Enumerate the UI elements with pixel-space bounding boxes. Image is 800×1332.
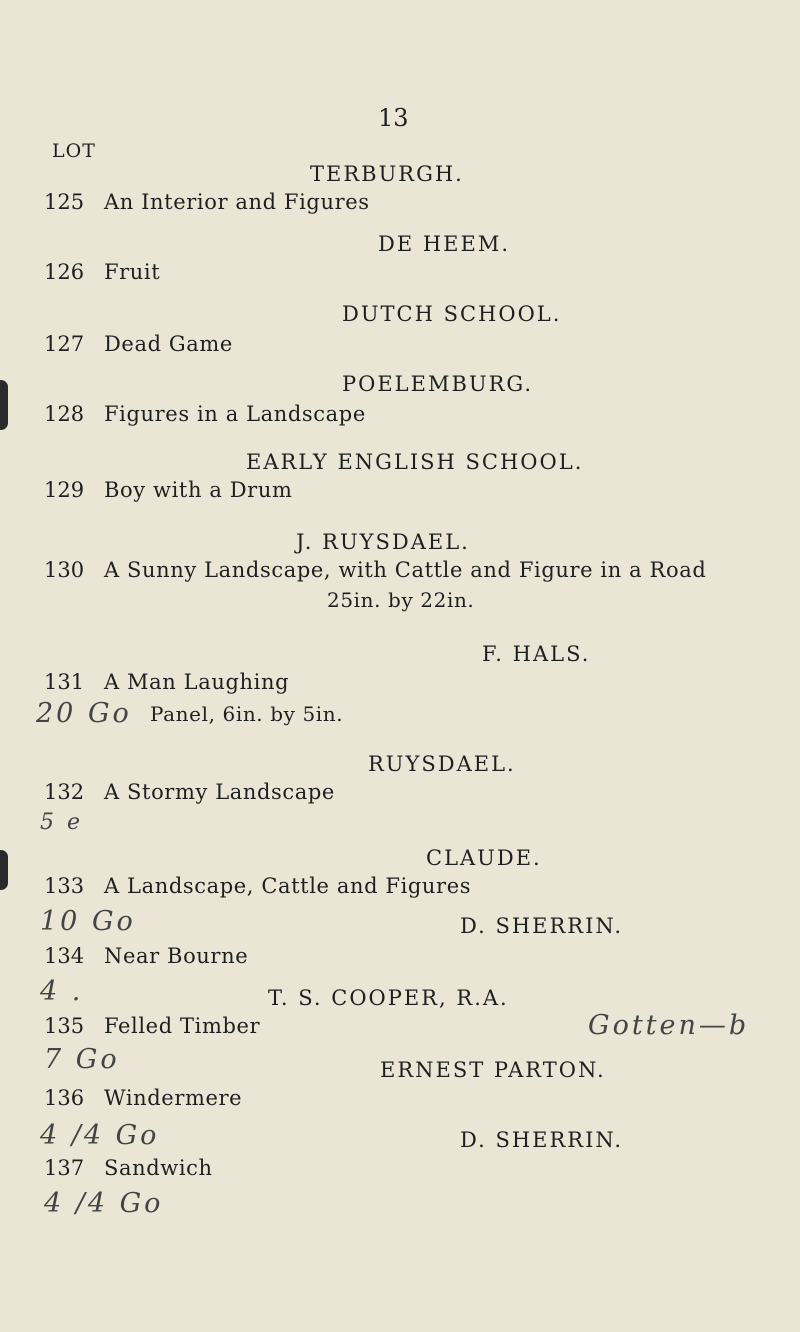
artist-heading: F. HALS.	[482, 642, 591, 666]
lot-row	[44, 190, 370, 214]
artist-heading: J. RUYSDAEL.	[296, 530, 470, 554]
page-number: 13	[378, 104, 409, 132]
lot-title: A Landscape, Cattle and Figures	[104, 874, 472, 898]
lot-title: Boy with a Drum	[104, 478, 293, 502]
lot-number: 125	[44, 190, 85, 214]
handwritten-price: 4 /4 Go	[40, 1120, 160, 1151]
lot-number: 126	[44, 260, 85, 284]
handwritten-price: 4 .	[40, 976, 84, 1007]
handwritten-price: 7 Go	[44, 1044, 120, 1075]
lot-title: A Sunny Landscape, with Cattle and Figure in a Road	[104, 558, 707, 582]
lot-title: Felled Timber	[104, 1014, 261, 1038]
lot-row	[44, 558, 706, 582]
artist-heading: D. SHERRIN.	[460, 914, 624, 938]
lot-number: 136	[44, 1086, 85, 1110]
lot-title: Sandwich	[104, 1156, 213, 1180]
artist-heading: RUYSDAEL.	[368, 752, 516, 776]
artist-heading: EARLY ENGLISH SCHOOL.	[246, 450, 584, 474]
lot-row	[44, 1086, 242, 1110]
lot-number: 137	[44, 1156, 85, 1180]
lot-number: 135	[44, 1014, 85, 1038]
artist-heading: DE HEEM.	[378, 232, 510, 256]
lot-row	[44, 670, 289, 694]
lot-dimensions: Panel, 6in. by 5in.	[150, 702, 344, 726]
lot-dimensions: 25in. by 22in.	[327, 588, 475, 612]
lot-column-header: LOT	[52, 140, 96, 162]
lot-row	[44, 1156, 213, 1180]
lot-row	[44, 1014, 260, 1038]
lot-number: 133	[44, 874, 85, 898]
artist-heading: DUTCH SCHOOL.	[342, 302, 562, 326]
lot-number: 128	[44, 402, 85, 426]
lot-row	[44, 874, 471, 898]
artist-heading: TERBURGH.	[310, 162, 464, 186]
lot-row	[44, 944, 248, 968]
artist-heading: D. SHERRIN.	[460, 1128, 624, 1152]
lot-row	[44, 780, 335, 804]
lot-number: 127	[44, 332, 85, 356]
lot-row	[44, 260, 160, 284]
lot-title: A Stormy Landscape	[104, 780, 335, 804]
handwritten-buyer-name: Gotten—b	[588, 1010, 750, 1041]
artist-heading: T. S. COOPER, R.A.	[268, 986, 509, 1010]
lot-row	[44, 402, 366, 426]
lot-number: 132	[44, 780, 85, 804]
handwritten-price: 5 e	[40, 810, 84, 835]
artist-heading: POELEMBURG.	[342, 372, 534, 396]
handwritten-price: 10 Go	[40, 906, 136, 937]
lot-row	[44, 478, 292, 502]
handwritten-price: 4 /4 Go	[44, 1188, 164, 1219]
lot-number: 130	[44, 558, 85, 582]
left-edge-mark	[0, 380, 8, 430]
lot-title: Figures in a Landscape	[104, 402, 366, 426]
lot-title: Dead Game	[104, 332, 233, 356]
lot-row	[44, 332, 233, 356]
artist-heading: ERNEST PARTON.	[380, 1058, 606, 1082]
lot-number: 131	[44, 670, 85, 694]
lot-title: An Interior and Figures	[104, 190, 370, 214]
lot-number: 129	[44, 478, 85, 502]
lot-title: Fruit	[104, 260, 161, 284]
lot-number: 134	[44, 944, 85, 968]
lot-title: A Man Laughing	[104, 670, 290, 694]
artist-heading: CLAUDE.	[426, 846, 542, 870]
lot-title: Near Bourne	[104, 944, 249, 968]
left-edge-mark	[0, 850, 8, 890]
handwritten-price: 20 Go	[36, 698, 132, 729]
lot-title: Windermere	[104, 1086, 243, 1110]
